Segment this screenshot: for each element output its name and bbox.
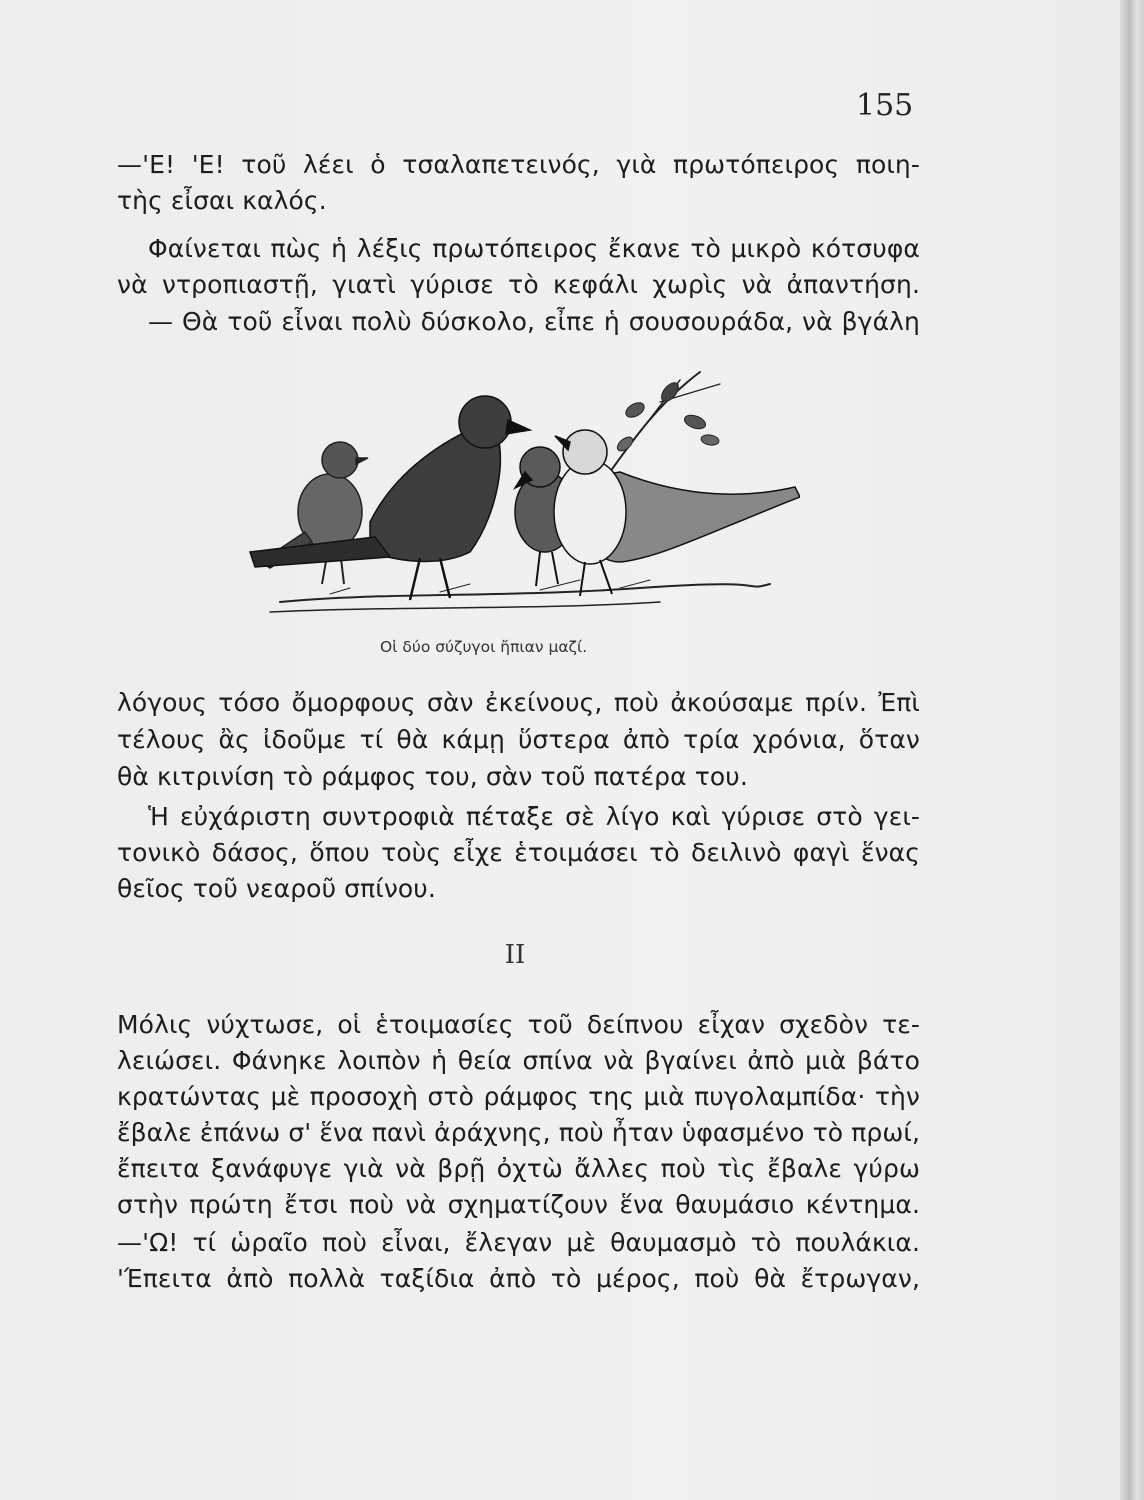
text-line: στὴν πρώτη ἔτσι ποὺ νὰ σχηματίζουν ἕνα θαυμάσιο κέντημα. bbox=[117, 1190, 920, 1219]
page-number: 155 bbox=[856, 88, 914, 123]
text-line: νὰ ντροπιαστῇ, γιατὶ γύρισε τὸ κεφάλι χωρὶς νὰ ἀπαντήση. bbox=[117, 270, 920, 299]
text-line: — Θὰ τοῦ εἶναι πολὺ δύσκολο, εἶπε ἡ σουσουράδα, νὰ βγάλη bbox=[148, 307, 920, 336]
text-line: κρατώντας μὲ προσοχὴ στὸ ράμφος της μιὰ πυγολαμπίδα· τὴν bbox=[117, 1082, 920, 1111]
text-line: Φαίνεται πὼς ἡ λέξις πρωτόπειρος ἔκανε τὸ μικρὸ κότσυφα bbox=[148, 234, 920, 263]
text-line: ἔπειτα ξανάφυγε γιὰ νὰ βρῇ ὀχτὼ ἄλλες ποὺ τὶς ἔβαλε γύρω bbox=[117, 1154, 920, 1183]
text-line: τέλους ἂς ἰδοῦμε τί θὰ κάμῃ ὕστερα ἀπὸ τρία χρόνια, ὅταν bbox=[117, 725, 920, 754]
text-line: Μόλις νύχτωσε, οἱ ἑτοιμασίες τοῦ δείπνου εἶχαν σχεδὸν τε- bbox=[117, 1010, 920, 1039]
text-line: θὰ κιτρινίση τὸ ράμφος του, σὰν τοῦ πατέρα του. bbox=[117, 762, 748, 791]
bird-large bbox=[250, 396, 530, 600]
section-mark: ΙΙ bbox=[504, 940, 526, 970]
birds-illustration bbox=[240, 362, 800, 632]
bird-right bbox=[554, 430, 800, 596]
text-line: λόγους τόσο ὄμορφους σὰν ἐκείνους, ποὺ ἀκούσαμε πρίν. Ἐπὶ bbox=[117, 688, 920, 717]
illustration-caption: Οἱ δύο σύζυγοι ἤπιαν μαζί. bbox=[380, 638, 588, 656]
text-line: θεῖος τοῦ νεαροῦ σπίνου. bbox=[117, 874, 436, 903]
page-edge bbox=[1120, 0, 1144, 1500]
text-line: 'Έπειτα ἀπὸ πολλὰ ταξίδια ἀπὸ τὸ μέρος, ποὺ θὰ ἔτρωγαν, bbox=[117, 1264, 920, 1293]
text-line: Ἡ εὐχάριστη συντροφιὰ πέταξε σὲ λίγο καὶ γύρισε στὸ γει- bbox=[148, 802, 920, 831]
text-line: λειώσει. Φάνηκε λοιπὸν ἡ θεία σπίνα νὰ βγαίνει ἀπὸ μιὰ βάτο bbox=[117, 1046, 920, 1075]
text-line: τονικὸ δάσος, ὅπου τοὺς εἶχε ἑτοιμάσει τὸ δειλινὸ φαγὶ ἕνας bbox=[117, 838, 920, 867]
text-line: ἔβαλε ἐπάνω σ' ἕνα πανὶ ἀράχνης, ποὺ ἦταν ὑφασμένο τὸ πρωί, bbox=[117, 1118, 920, 1147]
text-line: τὴς εἶσαι καλός. bbox=[117, 186, 327, 215]
text-line: —'Ε! 'Ε! τοῦ λέει ὁ τσαλαπετεινός, γιὰ πρωτόπειρος ποιη- bbox=[117, 150, 920, 179]
text-line: —'Ω! τί ὡραῖο ποὺ εἶναι, ἔλεγαν μὲ θαυμασμὸ τὸ πουλάκια. bbox=[117, 1228, 920, 1257]
